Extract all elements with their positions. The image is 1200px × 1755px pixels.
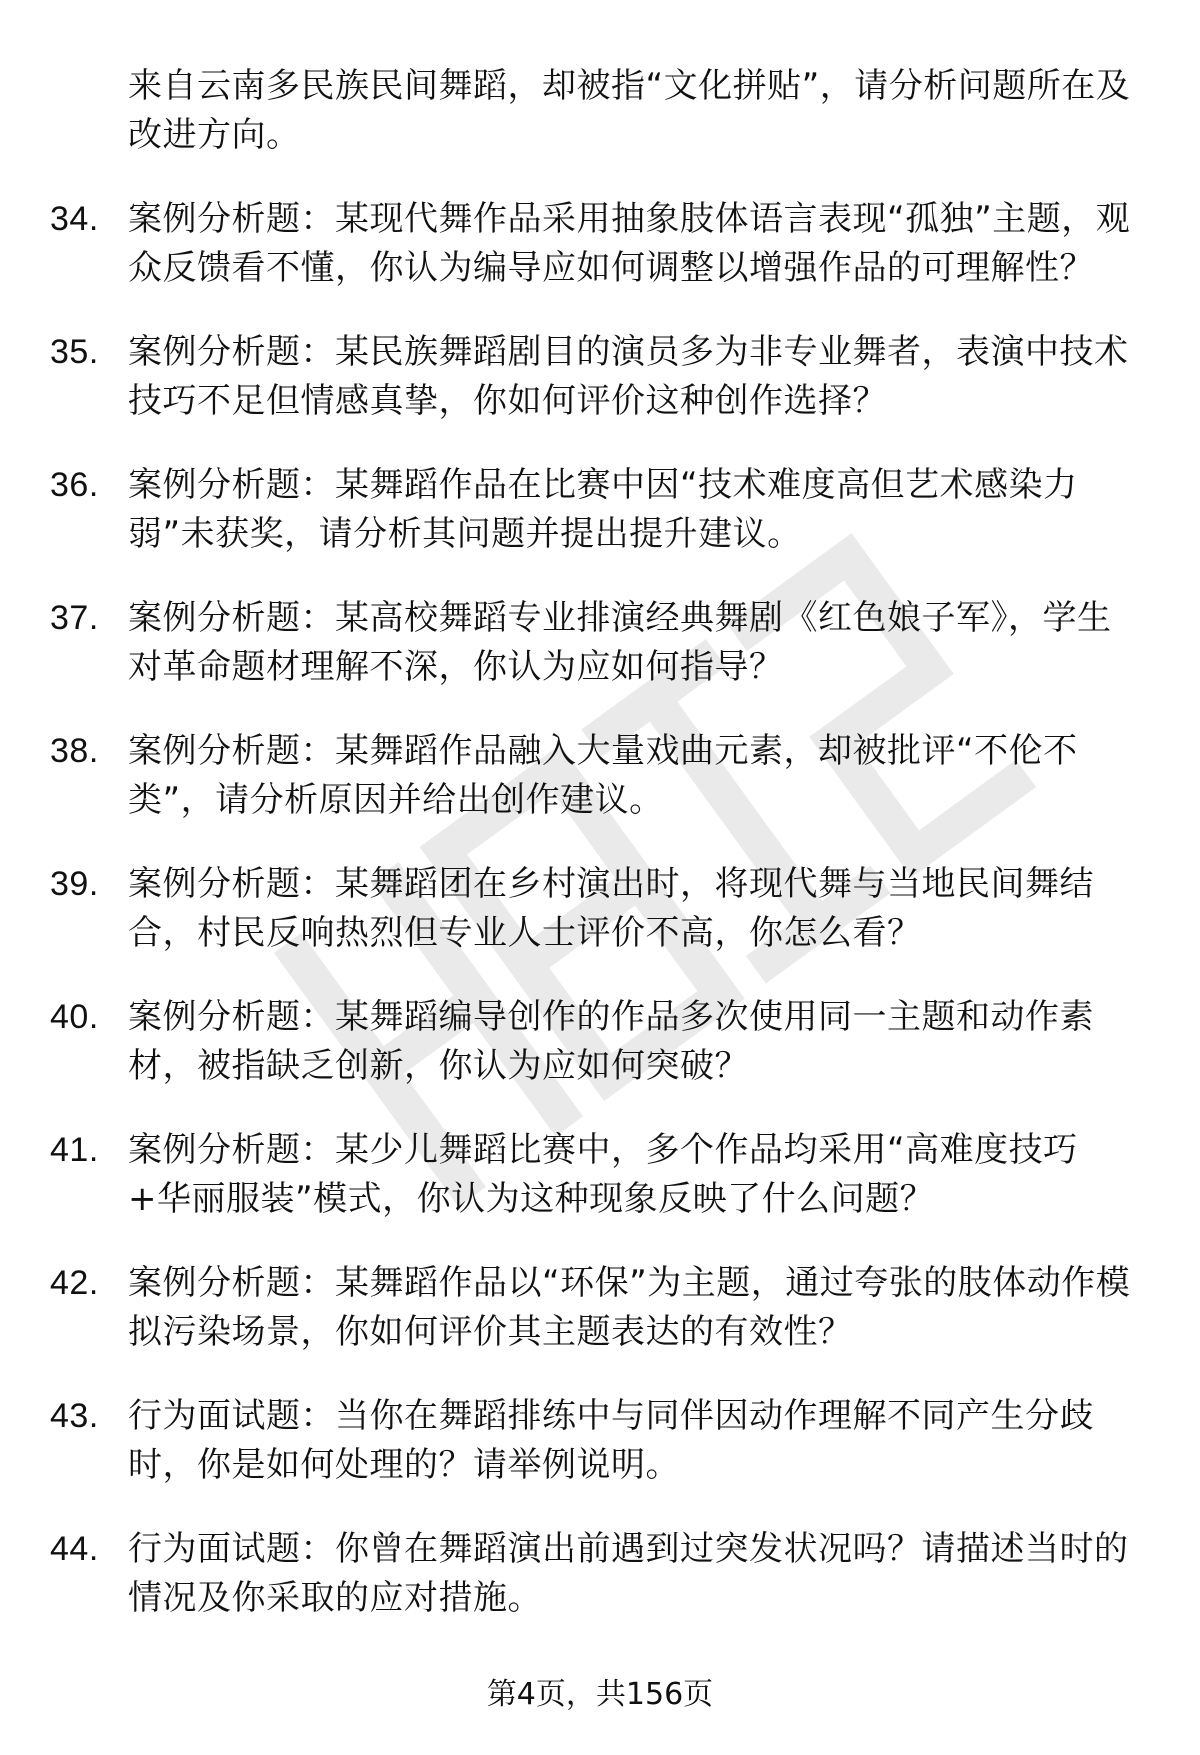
question-text: 案例分析题：某舞蹈团在乡村演出时，将现代舞与当地民间舞结合，村民反响热烈但专业人士评价不高，你怎么看？: [128, 864, 1094, 953]
question-number: 41.: [50, 1131, 99, 1169]
question-number: 43.: [50, 1397, 99, 1435]
main-content: [0, 62, 1200, 1623]
question-number: 40.: [50, 998, 99, 1036]
question-number: 42.: [50, 1264, 99, 1302]
question-item: [0, 727, 1200, 825]
question-number: 34.: [50, 200, 99, 238]
question-text: 行为面试题：当你在舞蹈排练中与同伴因动作理解不同产生分歧时，你是如何处理的？请举例说明。: [128, 1396, 1094, 1485]
question-item: [0, 1259, 1200, 1357]
question-number: 37.: [50, 599, 99, 637]
question-text: 案例分析题：某舞蹈作品以“环保”为主题，通过夸张的肢体动作模拟污染场景，你如何评价其主题表达的有效性？: [128, 1263, 1131, 1352]
question-item: [0, 993, 1200, 1091]
question-item: [0, 461, 1200, 559]
question-text: 行为面试题：你曾在舞蹈演出前遇到过突发状况吗？请描述当时的情况及你采取的应对措施。: [128, 1529, 1129, 1618]
question-number: 36.: [50, 466, 99, 504]
question-number: 35.: [50, 333, 99, 371]
question-item: [0, 860, 1200, 958]
question-text: 案例分析题：某少儿舞蹈比赛中，多个作品均采用“高难度技巧+华丽服装”模式，你认为这种现象反映了什么问题？: [128, 1130, 1078, 1219]
question-item: [0, 594, 1200, 692]
question-list: [0, 195, 1200, 1623]
question-number: 39.: [50, 865, 99, 903]
question-item: [0, 195, 1200, 293]
question-item: [0, 1392, 1200, 1490]
question-text: 案例分析题：某舞蹈作品融入大量戏曲元素，却被批评“不伦不类”，请分析原因并给出创作建议。: [128, 731, 1078, 820]
question-text: 案例分析题：某现代舞作品采用抽象肢体语言表现“孤独”主题，观众反馈看不懂，你认为编导应如何调整以增强作品的可理解性？: [128, 199, 1131, 288]
question-text: 案例分析题：某舞蹈作品在比赛中因“技术难度高但艺术感染力弱”未获奖，请分析其问题并提出提升建议。: [128, 465, 1078, 554]
question-text: 案例分析题：某舞蹈编导创作的作品多次使用同一主题和动作素材，被指缺乏创新，你认为应如何突破？: [128, 997, 1094, 1086]
page-footer: 第4页，共156页: [486, 1677, 714, 1712]
question-item: [0, 328, 1200, 426]
question-number: 38.: [50, 732, 99, 770]
question-text: 案例分析题：某高校舞蹈专业排演经典舞剧《红色娘子军》，学生对革命题材理解不深，你认为应如何指导？: [128, 598, 1112, 687]
question-number: 44.: [50, 1530, 99, 1568]
question-item: [0, 1126, 1200, 1224]
continuation-text: 来自云南多民族民间舞蹈，却被指“文化拼贴”，请分析问题所在及改进方向。: [128, 66, 1131, 155]
question-item: [0, 1525, 1200, 1623]
question-text: 案例分析题：某民族舞蹈剧目的演员多为非专业舞者，表演中技术技巧不足但情感真挚，你如何评价这种创作选择？: [128, 332, 1129, 421]
